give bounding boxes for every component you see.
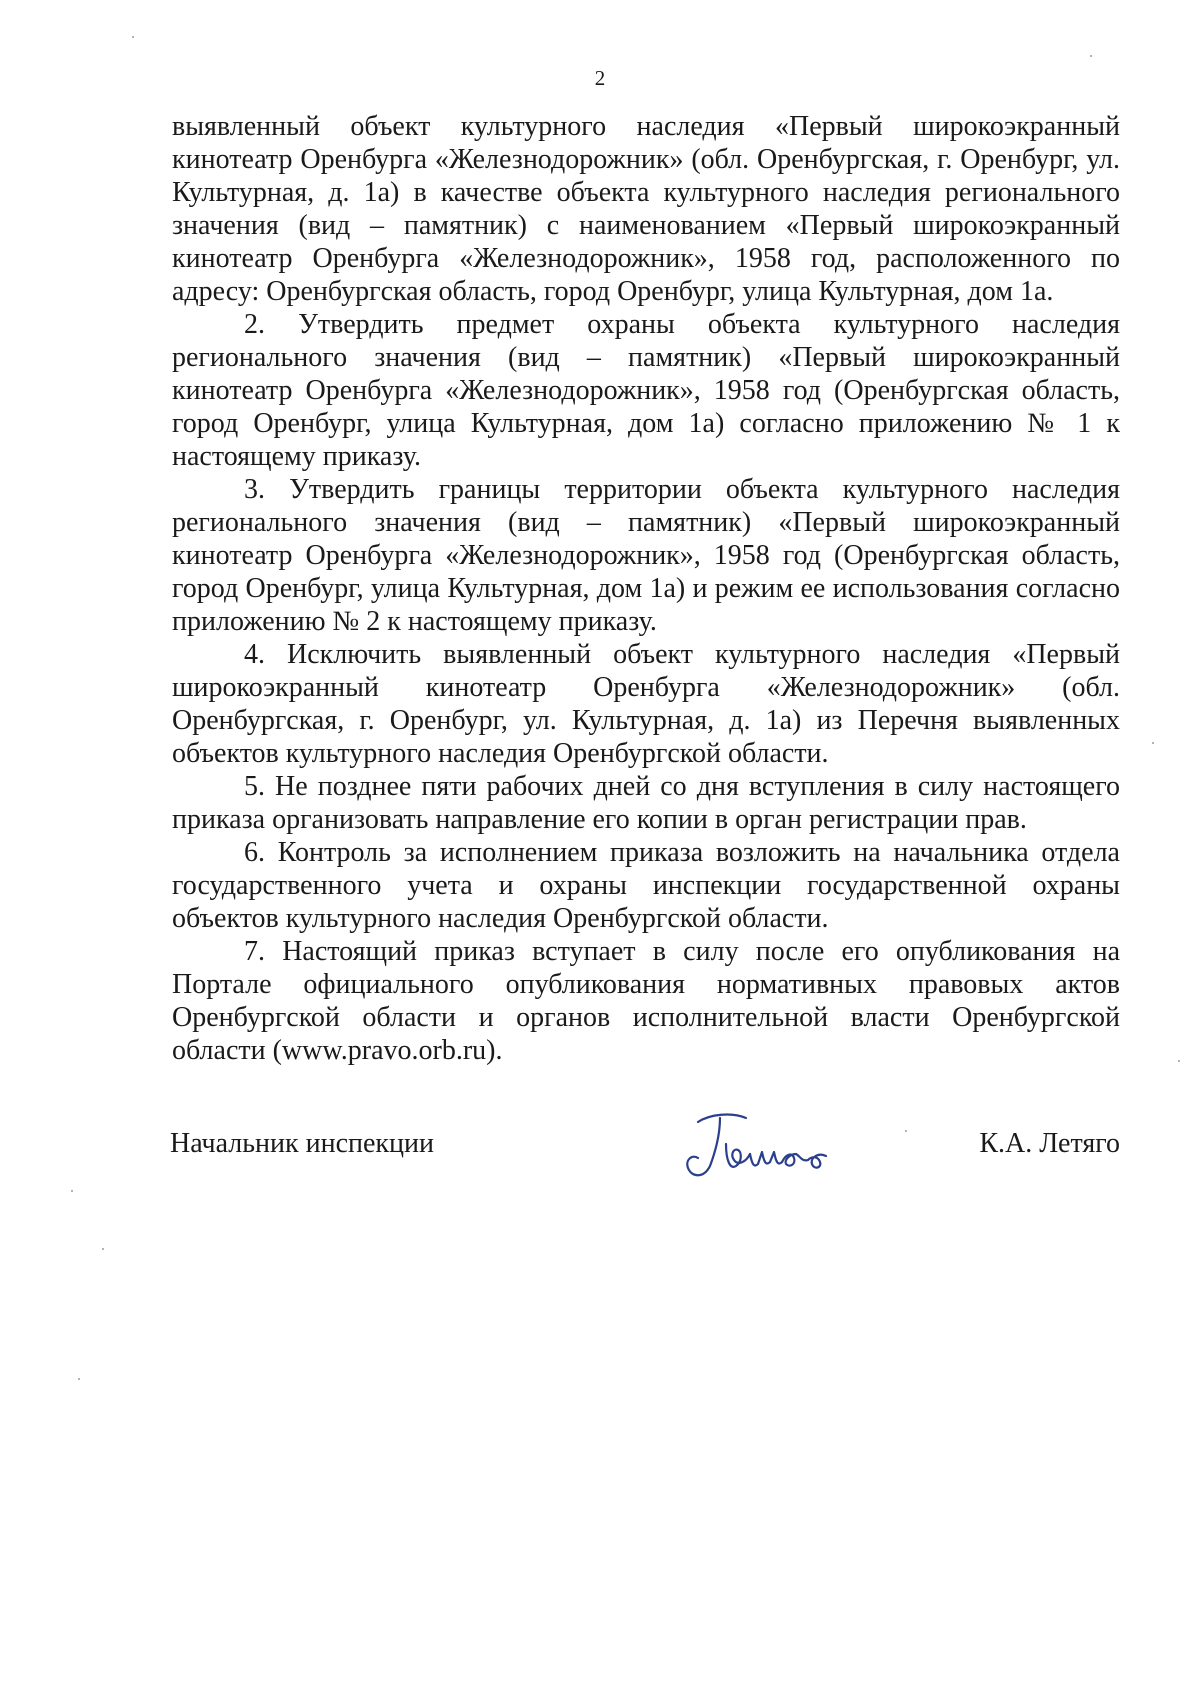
paragraph-item-5: 5. Не позднее пяти рабочих дней со дня вступления в силу настоящего приказа организовать направление его копии в орган регистрации прав. xyxy=(172,771,1120,835)
paragraph-item-3: 3. Утвердить границы территории объекта культурного наследия регионального значения (вид – памятник) «Первый широкоэкранный кинотеатр Оренбурга «Железнодорожник», 1958 год (Оренбургская область, город Оренбург, улица Культурная, дом 1а) и режим ее использования согласно приложению № 2 к настоящему приказу. xyxy=(172,474,1120,637)
paragraph-item-6: 6. Контроль за исполнением приказа возложить на начальника отдела государственного учета и охраны инспекции государственной охраны объектов культурного наследия Оренбургской области. xyxy=(172,837,1120,934)
scan-speck xyxy=(78,1378,80,1380)
page-number: 2 xyxy=(594,66,606,90)
scan-speck xyxy=(102,1248,104,1250)
paragraph-item-7: 7. Настоящий приказ вступает в силу после его опубликования на Портале официального опубликования нормативных правовых актов Оренбургской области и органов исполнительной власти Оренбургской области (www.pravo.orb.ru). xyxy=(172,936,1120,1066)
signature-block xyxy=(170,1120,1120,1190)
handwritten-signature xyxy=(680,1108,830,1186)
scan-speck xyxy=(1178,1060,1180,1062)
document-body xyxy=(172,110,1120,1067)
signer-title: Начальник инспекции xyxy=(170,1128,434,1159)
paragraph-item-4: 4. Исключить выявленный объект культурного наследия «Первый широкоэкранный кинотеатр Оренбурга «Железнодорожник» (обл. Оренбургская, г. Оренбург, ул. Культурная, д. 1а) из Перечня выявленных объектов культурного наследия Оренбургской области. xyxy=(172,639,1120,769)
scan-speck xyxy=(1090,55,1092,57)
signer-name: К.А. Летяго xyxy=(979,1128,1120,1159)
paragraph-item-2: 2. Утвердить предмет охраны объекта культурного наследия регионального значения (вид – памятник) «Первый широкоэкранный кинотеатр Оренбурга «Железнодорожник», 1958 год (Оренбургская область, город Оренбург, улица Культурная, дом 1а) согласно приложению № 1 к настоящему приказу. xyxy=(172,309,1120,472)
paragraph-continuation: выявленный объект культурного наследия «Первый широкоэкранный кинотеатр Оренбурга «Железнодорожник» (обл. Оренбургская, г. Оренбург, ул. Культурная, д. 1а) в качестве объекта культурного наследия регионального значения (вид – памятник) с наименованием «Первый широкоэкранный кинотеатр Оренбурга «Железнодорожник», 1958 год, расположенного по адресу: Оренбургская область, город Оренбург, улица Культурная, дом 1а. xyxy=(172,111,1120,307)
scan-speck xyxy=(1152,742,1154,744)
scan-speck xyxy=(71,1190,73,1192)
scan-speck xyxy=(905,1130,907,1132)
scan-speck xyxy=(132,36,134,38)
